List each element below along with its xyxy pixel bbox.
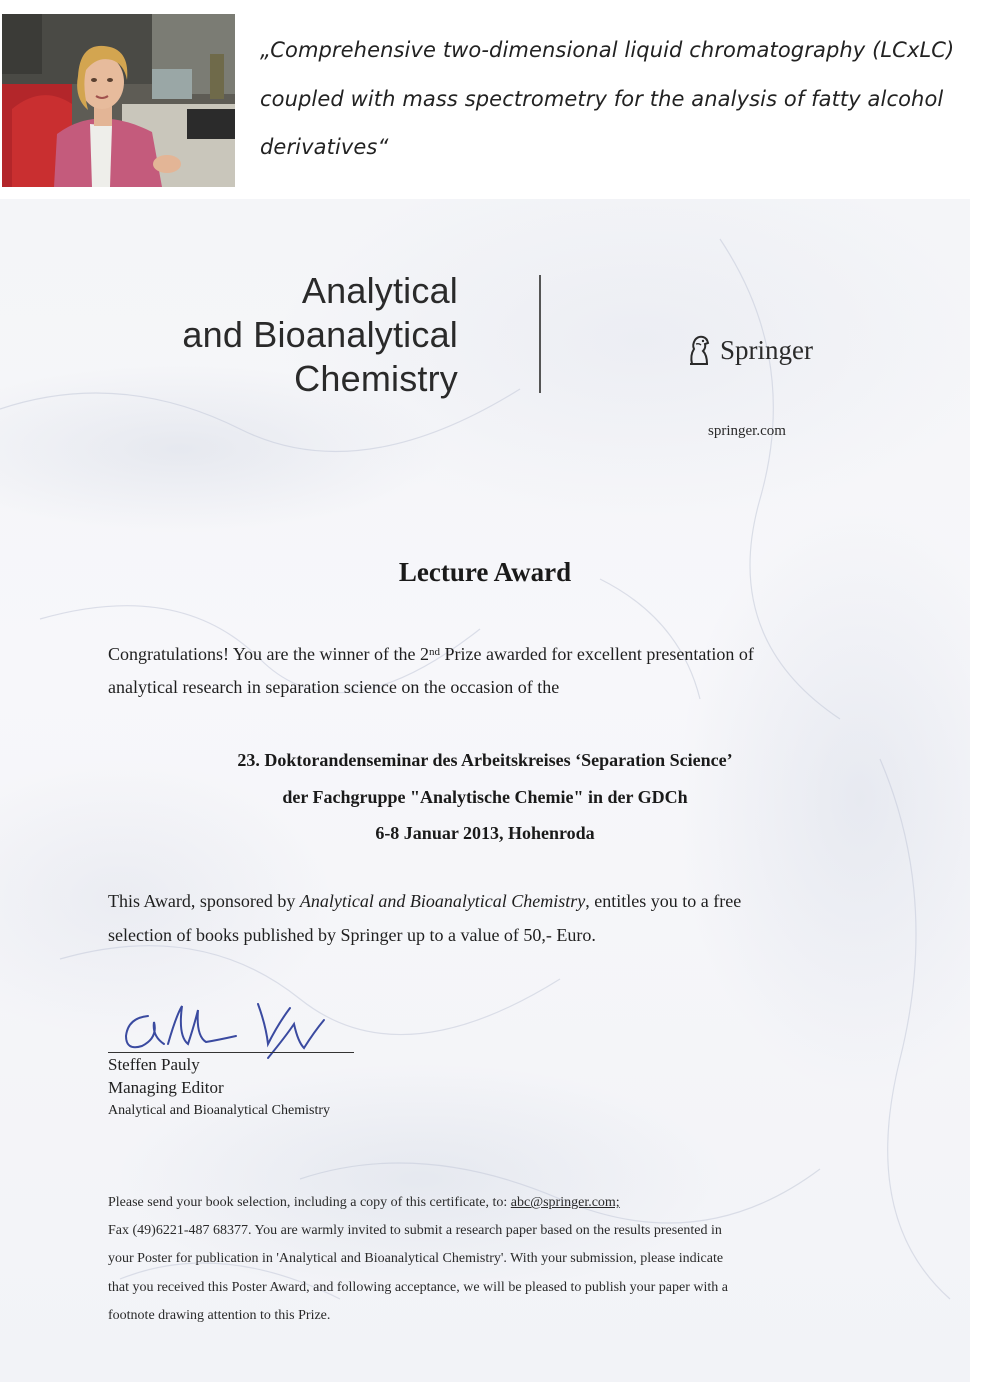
logo-divider (539, 275, 541, 393)
para2-line-2: selection of books published by Springer up to a value of 50,- Euro. (108, 925, 596, 945)
event-line-2: der Fachgruppe "Analytische Chemie" in der GDCh (282, 786, 688, 807)
footer-instructions (108, 1189, 848, 1330)
para1-part-a: Congratulations! You are the winner of the 2 (108, 644, 429, 664)
para1-line-2: analytical research in separation science on the occasion of the (108, 677, 560, 697)
event-line-1: 23. Doktorandenseminar des Arbeitskreises ‘Separation Science’ (237, 750, 733, 770)
journal-logo-text (120, 269, 458, 401)
signer-name: Steffen Pauly (108, 1055, 200, 1074)
journal-line-2: and Bioanalytical (182, 314, 458, 355)
para2-part-b: , entitles you to a free (585, 891, 742, 911)
springer-horse-icon (684, 333, 714, 367)
event-line-3: 6-8 Januar 2013, Hohenroda (375, 823, 595, 843)
quote-line-3: derivatives“ (260, 135, 389, 159)
award-certificate (0, 199, 970, 1382)
para1-part-b: Prize awarded for excellent presentation of (439, 644, 754, 664)
signer-organization: Analytical and Bioanalytical Chemistry (108, 1103, 330, 1118)
footer-line-3: your Poster for publication in 'Analytical and Bioanalytical Chemistry'. With your submission, please indicate (108, 1251, 724, 1267)
congratulations-paragraph (108, 638, 868, 704)
footer-line-1: Please send your book selection, including a copy of this certificate, to: (108, 1195, 511, 1210)
portrait-photo (2, 14, 235, 187)
para1-superscript: nd (428, 646, 440, 658)
publisher-name: Springer (720, 334, 813, 365)
quote-line-1: „Comprehensive two-dimensional liquid chromatography (LCxLC) (260, 38, 955, 62)
footer-line-5: footnote drawing attention to this Prize. (108, 1307, 331, 1323)
journal-line-3: Chemistry (294, 358, 458, 399)
contact-email-link[interactable]: abc@springer.com; (510, 1195, 620, 1210)
award-title: Lecture Award (398, 557, 572, 587)
event-block (0, 742, 970, 852)
para2-part-a: This Award, sponsored by (108, 891, 300, 911)
footer-line-2: Fax (49)6221-487 68377. You are warmly invited to submit a research paper based on the results presented in (108, 1223, 722, 1239)
springer-logo (684, 330, 813, 370)
para2-journal-name: Analytical and Bioanalytical Chemistry (299, 891, 586, 911)
publisher-url: springer.com (708, 423, 786, 439)
journal-line-1: Analytical (301, 270, 458, 311)
signer-role: Managing Editor (108, 1078, 224, 1097)
quote-line-2: coupled with mass spectrometry for the analysis of fatty alcohol (260, 86, 944, 111)
signer-block (108, 1053, 330, 1122)
thesis-title-quote (260, 26, 990, 172)
sponsorship-paragraph (108, 884, 868, 952)
footer-line-4: that you received this Poster Award, and following acceptance, we will be pleased to publish your paper with a (108, 1279, 728, 1295)
